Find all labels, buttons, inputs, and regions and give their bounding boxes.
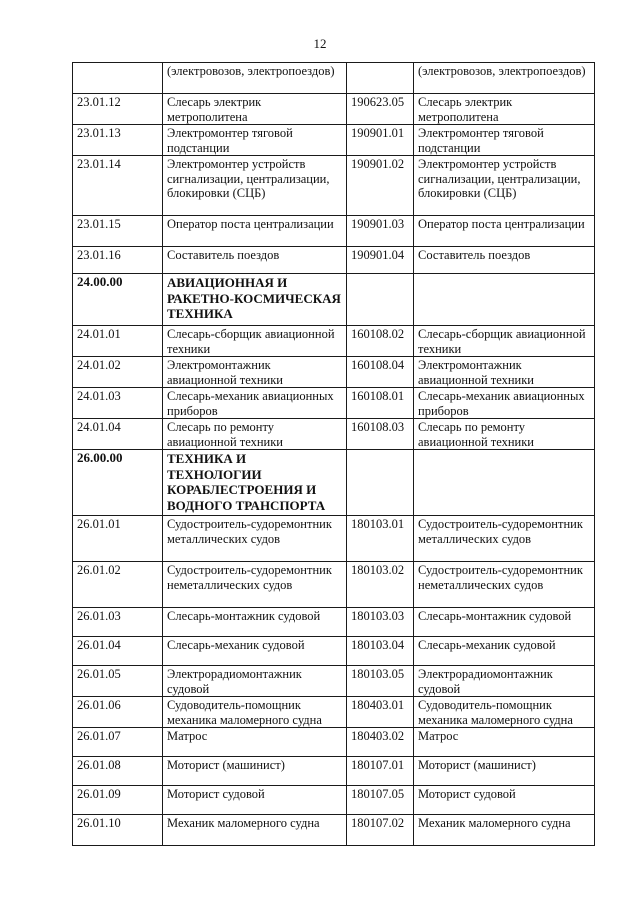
table-row [73, 216, 595, 247]
table-row [73, 63, 595, 94]
name-cell: Составитель поездов [163, 247, 347, 274]
new-code-cell: 180103.05 [347, 666, 414, 697]
table-body [73, 63, 595, 846]
new-name-cell: Судоводитель-помощник механика маломерного судна [414, 697, 595, 728]
name-cell: Судостроитель-судоремонтник металлических судов [163, 516, 347, 562]
page-number: 12 [313, 36, 327, 51]
table-row [73, 156, 595, 216]
code-cell: 26.01.03 [73, 608, 163, 637]
code-cell: 24.01.02 [73, 357, 163, 388]
new-name-cell: Оператор поста централизации [414, 216, 595, 247]
table-row [73, 94, 595, 125]
code-cell: 23.01.16 [73, 247, 163, 274]
code-cell: 26.01.10 [73, 815, 163, 846]
table-row [73, 388, 595, 419]
new-code-cell: 180107.05 [347, 786, 414, 815]
code-cell: 24.00.00 [73, 274, 163, 326]
new-name-cell: (электровозов, электропоездов) [414, 63, 595, 94]
table-row [73, 125, 595, 156]
name-cell: Электромонтер тяговой подстанции [163, 125, 347, 156]
table-row [73, 728, 595, 757]
new-code-cell: 180107.02 [347, 815, 414, 846]
name-cell: Электромонтер устройств сигнализации, централизации, блокировки (СЦБ) [163, 156, 347, 216]
new-code-cell: 180403.01 [347, 697, 414, 728]
new-code-cell [347, 274, 414, 326]
table-row [73, 666, 595, 697]
new-name-cell: Слесарь-механик судовой [414, 637, 595, 666]
new-name-cell: Слесарь-сборщик авиационной техники [414, 326, 595, 357]
new-code-cell: 190901.04 [347, 247, 414, 274]
new-code-cell: 180403.02 [347, 728, 414, 757]
code-cell: 23.01.12 [73, 94, 163, 125]
new-name-cell: Электромонтер устройств сигнализации, централизации, блокировки (СЦБ) [414, 156, 595, 216]
new-name-cell: Судостроитель-судоремонтник металлических судов [414, 516, 595, 562]
table-row [73, 247, 595, 274]
professions-table [72, 62, 595, 846]
table-row [73, 815, 595, 846]
new-name-cell [414, 450, 595, 516]
name-cell: Слесарь-монтажник судовой [163, 608, 347, 637]
name-cell: АВИАЦИОННАЯ И РАКЕТНО-КОСМИЧЕСКАЯ ТЕХНИКА [163, 274, 347, 326]
code-cell: 23.01.13 [73, 125, 163, 156]
code-cell: 26.01.02 [73, 562, 163, 608]
name-cell: Оператор поста централизации [163, 216, 347, 247]
section-row [73, 450, 595, 516]
new-name-cell: Судостроитель-судоремонтник неметаллических судов [414, 562, 595, 608]
name-cell: Судостроитель-судоремонтник неметаллических судов [163, 562, 347, 608]
section-row [73, 274, 595, 326]
new-code-cell: 180103.04 [347, 637, 414, 666]
name-cell: Слесарь по ремонту авиационной техники [163, 419, 347, 450]
new-name-cell: Матрос [414, 728, 595, 757]
code-cell: 26.01.09 [73, 786, 163, 815]
new-code-cell: 180103.01 [347, 516, 414, 562]
table-row [73, 357, 595, 388]
new-name-cell: Электромонтажник авиационной техники [414, 357, 595, 388]
new-code-cell: 180103.02 [347, 562, 414, 608]
name-cell: Слесарь-сборщик авиационной техники [163, 326, 347, 357]
table-row [73, 326, 595, 357]
new-name-cell: Моторист судовой [414, 786, 595, 815]
new-name-cell: Составитель поездов [414, 247, 595, 274]
new-code-cell: 180107.01 [347, 757, 414, 786]
table-row [73, 419, 595, 450]
new-code-cell: 190901.02 [347, 156, 414, 216]
name-cell: Слесарь-механик судовой [163, 637, 347, 666]
name-cell: Моторист судовой [163, 786, 347, 815]
new-code-cell: 160108.02 [347, 326, 414, 357]
table-row [73, 757, 595, 786]
name-cell: Слесарь электрик метрополитена [163, 94, 347, 125]
new-name-cell: Слесарь электрик метрополитена [414, 94, 595, 125]
name-cell: Моторист (машинист) [163, 757, 347, 786]
new-code-cell: 190623.05 [347, 94, 414, 125]
new-code-cell: 180103.03 [347, 608, 414, 637]
name-cell: Электромонтажник авиационной техники [163, 357, 347, 388]
code-cell: 24.01.03 [73, 388, 163, 419]
new-name-cell: Слесарь-механик авиационных приборов [414, 388, 595, 419]
table-row [73, 608, 595, 637]
name-cell: Механик маломерного судна [163, 815, 347, 846]
code-cell: 26.01.08 [73, 757, 163, 786]
new-code-cell [347, 450, 414, 516]
code-cell: 26.01.06 [73, 697, 163, 728]
table-row [73, 637, 595, 666]
table-row [73, 697, 595, 728]
new-name-cell: Слесарь по ремонту авиационной техники [414, 419, 595, 450]
new-code-cell: 190901.03 [347, 216, 414, 247]
code-cell: 26.01.01 [73, 516, 163, 562]
new-name-cell: Слесарь-монтажник судовой [414, 608, 595, 637]
new-name-cell: Электромонтер тяговой подстанции [414, 125, 595, 156]
code-cell: 26.01.04 [73, 637, 163, 666]
table-row [73, 516, 595, 562]
table-row [73, 786, 595, 815]
table-row [73, 562, 595, 608]
code-cell: 26.00.00 [73, 450, 163, 516]
name-cell: Матрос [163, 728, 347, 757]
name-cell: ТЕХНИКА И ТЕХНОЛОГИИ КОРАБЛЕСТРОЕНИЯ И ВОДНОГО ТРАНСПОРТА [163, 450, 347, 516]
code-cell: 26.01.07 [73, 728, 163, 757]
code-cell: 23.01.15 [73, 216, 163, 247]
new-name-cell: Механик маломерного судна [414, 815, 595, 846]
name-cell: Судоводитель-помощник механика маломерного судна [163, 697, 347, 728]
new-code-cell: 160108.03 [347, 419, 414, 450]
new-name-cell: Электрорадиомонтажник судовой [414, 666, 595, 697]
name-cell: Электрорадиомонтажник судовой [163, 666, 347, 697]
code-cell: 24.01.04 [73, 419, 163, 450]
new-code-cell [347, 63, 414, 94]
new-code-cell: 160108.04 [347, 357, 414, 388]
name-cell: Слесарь-механик авиационных приборов [163, 388, 347, 419]
code-cell: 24.01.01 [73, 326, 163, 357]
new-name-cell [414, 274, 595, 326]
new-name-cell: Моторист (машинист) [414, 757, 595, 786]
code-cell: 26.01.05 [73, 666, 163, 697]
code-cell: 23.01.14 [73, 156, 163, 216]
name-cell: (электровозов, электропоездов) [163, 63, 347, 94]
new-code-cell: 190901.01 [347, 125, 414, 156]
code-cell [73, 63, 163, 94]
new-code-cell: 160108.01 [347, 388, 414, 419]
